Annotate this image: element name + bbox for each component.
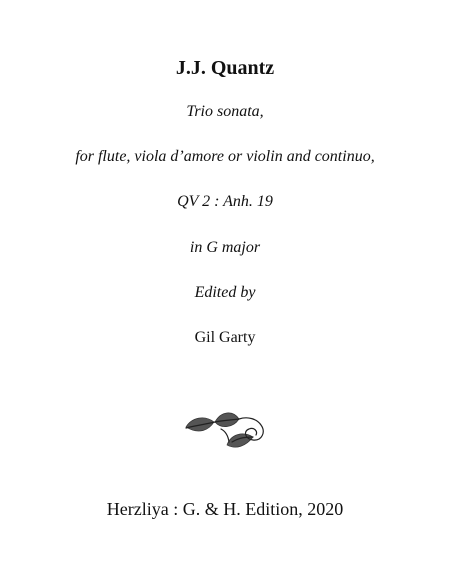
instrumentation: for flute, viola d’amore or violin and continuo,: [75, 148, 375, 165]
publication-imprint: Herzliya : G. & H. Edition, 2020: [106, 499, 344, 519]
editor-name: Gil Garty: [194, 329, 256, 346]
key-signature-text: in G major: [189, 239, 261, 256]
composer-name: J.J. Quantz: [175, 57, 275, 79]
work-title: Trio sonata,: [186, 103, 264, 120]
edited-by-label: Edited by: [194, 284, 256, 301]
catalog-number: QV 2 : Anh. 19: [177, 193, 273, 210]
leaf-ornament-icon: [178, 407, 270, 455]
